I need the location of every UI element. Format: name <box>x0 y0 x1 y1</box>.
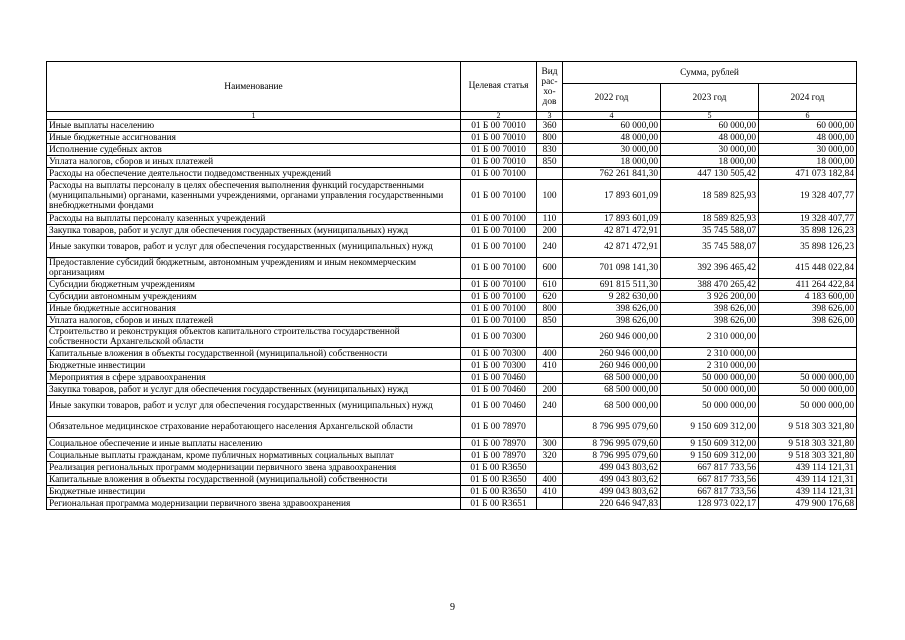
row-2024-cell: 35 898 126,23 <box>759 237 857 258</box>
row-2022-cell: 17 893 601,09 <box>563 213 661 225</box>
row-2023-cell: 398 626,00 <box>661 303 759 315</box>
row-2022-cell: 260 946 000,00 <box>563 360 661 372</box>
row-2022-cell: 8 796 995 079,60 <box>563 438 661 450</box>
row-code-cell: 01 Б 00 70100 <box>461 168 537 180</box>
row-vid-cell <box>537 498 563 510</box>
row-2022-cell: 9 282 630,00 <box>563 291 661 303</box>
row-name-cell: Капитальные вложения в объекты государственной (муниципальной) собственности <box>47 474 461 486</box>
budget-table <box>46 61 857 510</box>
row-2022-cell: 499 043 803,62 <box>563 486 661 498</box>
page-number: 9 <box>450 602 455 613</box>
table-row <box>47 438 857 450</box>
row-vid-cell: 410 <box>537 360 563 372</box>
table-row <box>47 462 857 474</box>
row-code-cell: 01 Б 00 70300 <box>461 327 537 348</box>
row-vid-cell: 240 <box>537 396 563 417</box>
row-code-cell: 01 Б 00 78970 <box>461 417 537 438</box>
row-vid-cell: 800 <box>537 303 563 315</box>
row-name-cell: Иные бюджетные ассигнования <box>47 132 461 144</box>
row-2024-cell: 60 000,00 <box>759 120 857 132</box>
row-code-cell: 01 Б 00 R3650 <box>461 462 537 474</box>
row-code-cell: 01 Б 00 R3651 <box>461 498 537 510</box>
row-name-cell: Бюджетные инвестиции <box>47 486 461 498</box>
row-code-cell: 01 Б 00 70100 <box>461 258 537 279</box>
row-vid-cell: 400 <box>537 348 563 360</box>
row-2024-cell: 411 264 422,84 <box>759 279 857 291</box>
row-name-cell: Расходы на выплаты персоналу казенных учреждений <box>47 213 461 225</box>
row-vid-cell <box>537 462 563 474</box>
row-vid-cell: 240 <box>537 237 563 258</box>
row-2023-cell: 35 745 588,07 <box>661 225 759 237</box>
row-2022-cell: 42 871 472,91 <box>563 225 661 237</box>
row-2024-cell: 30 000,00 <box>759 144 857 156</box>
row-vid-cell: 100 <box>537 180 563 213</box>
row-2022-cell: 762 261 841,30 <box>563 168 661 180</box>
row-2022-cell: 68 500 000,00 <box>563 372 661 384</box>
row-2023-cell: 60 000,00 <box>661 120 759 132</box>
row-2022-cell: 8 796 995 079,60 <box>563 417 661 438</box>
header-2023: 2023 год <box>661 84 759 112</box>
row-code-cell: 01 Б 00 78970 <box>461 450 537 462</box>
row-name-cell: Бюджетные инвестиции <box>47 360 461 372</box>
table-row <box>47 486 857 498</box>
table-row <box>47 180 857 213</box>
row-2023-cell: 18 000,00 <box>661 156 759 168</box>
index-cell: 4 <box>563 112 661 120</box>
table-row <box>47 360 857 372</box>
row-2024-cell: 18 000,00 <box>759 156 857 168</box>
row-2023-cell: 388 470 265,42 <box>661 279 759 291</box>
row-2023-cell: 447 130 505,42 <box>661 168 759 180</box>
row-name-cell: Обязательное медицинское страхование неработающего населения Архангельской области <box>47 417 461 438</box>
row-2024-cell: 479 900 176,68 <box>759 498 857 510</box>
row-name-cell: Иные закупки товаров, работ и услуг для обеспечения государственных (муниципальных) нужд <box>47 396 461 417</box>
row-2023-cell: 48 000,00 <box>661 132 759 144</box>
row-2022-cell: 48 000,00 <box>563 132 661 144</box>
row-2022-cell: 691 815 511,30 <box>563 279 661 291</box>
index-cell: 2 <box>461 112 537 120</box>
row-2022-cell: 499 043 803,62 <box>563 474 661 486</box>
row-code-cell: 01 Б 00 70300 <box>461 360 537 372</box>
row-2023-cell: 9 150 609 312,00 <box>661 450 759 462</box>
row-2023-cell: 3 926 200,00 <box>661 291 759 303</box>
row-name-cell: Субсидии автономным учреждениям <box>47 291 461 303</box>
row-code-cell: 01 Б 00 70100 <box>461 213 537 225</box>
table-row <box>47 474 857 486</box>
row-name-cell: Социальные выплаты гражданам, кроме публичных нормативных социальных выплат <box>47 450 461 462</box>
row-2022-cell: 701 098 141,30 <box>563 258 661 279</box>
row-name-cell: Закупка товаров, работ и услуг для обеспечения государственных (муниципальных) нужд <box>47 384 461 396</box>
row-vid-cell: 110 <box>537 213 563 225</box>
row-code-cell: 01 Б 00 78970 <box>461 438 537 450</box>
row-2024-cell: 471 073 182,84 <box>759 168 857 180</box>
row-2023-cell: 392 396 465,42 <box>661 258 759 279</box>
row-name-cell: Реализация региональных программ модернизации первичного звена здравоохранения <box>47 462 461 474</box>
index-cell: 5 <box>661 112 759 120</box>
row-code-cell: 01 Б 00 70010 <box>461 156 537 168</box>
row-2024-cell <box>759 360 857 372</box>
row-2022-cell: 398 626,00 <box>563 315 661 327</box>
row-code-cell: 01 Б 00 70010 <box>461 132 537 144</box>
row-2023-cell: 398 626,00 <box>661 315 759 327</box>
row-2024-cell: 4 183 600,00 <box>759 291 857 303</box>
row-code-cell: 01 Б 00 70100 <box>461 237 537 258</box>
row-2023-cell: 667 817 733,56 <box>661 474 759 486</box>
row-2022-cell: 17 893 601,09 <box>563 180 661 213</box>
row-2023-cell: 9 150 609 312,00 <box>661 438 759 450</box>
table-row <box>47 279 857 291</box>
row-code-cell: 01 Б 00 70100 <box>461 180 537 213</box>
row-name-cell: Закупка товаров, работ и услуг для обеспечения государственных (муниципальных) нужд <box>47 225 461 237</box>
row-2024-cell <box>759 348 857 360</box>
row-vid-cell: 320 <box>537 450 563 462</box>
row-vid-cell: 400 <box>537 474 563 486</box>
index-cell: 1 <box>47 112 461 120</box>
row-2023-cell: 35 745 588,07 <box>661 237 759 258</box>
row-2024-cell: 50 000 000,00 <box>759 384 857 396</box>
table-row <box>47 498 857 510</box>
row-2022-cell: 499 043 803,62 <box>563 462 661 474</box>
row-name-cell: Расходы на выплаты персоналу в целях обеспечения выполнения функций государственными (муниципальными) органами, казенными учреждениями, органами управления государственными внебюджетными фондами <box>47 180 461 213</box>
row-2022-cell: 220 646 947,83 <box>563 498 661 510</box>
row-name-cell: Предоставление субсидий бюджетным, автономным учреждениям и иным некоммерческим организациям <box>47 258 461 279</box>
row-name-cell: Расходы на обеспечение деятельности подведомственных учреждений <box>47 168 461 180</box>
row-2023-cell: 50 000 000,00 <box>661 372 759 384</box>
row-vid-cell: 200 <box>537 225 563 237</box>
row-2023-cell: 667 817 733,56 <box>661 462 759 474</box>
row-vid-cell: 800 <box>537 132 563 144</box>
row-2023-cell: 18 589 825,93 <box>661 213 759 225</box>
row-2024-cell: 50 000 000,00 <box>759 372 857 384</box>
row-2022-cell: 260 946 000,00 <box>563 327 661 348</box>
row-name-cell: Мероприятия в сфере здравоохранения <box>47 372 461 384</box>
header-2022: 2022 год <box>563 84 661 112</box>
row-code-cell: 01 Б 00 70460 <box>461 384 537 396</box>
row-name-cell: Иные бюджетные ассигнования <box>47 303 461 315</box>
row-2023-cell: 2 310 000,00 <box>661 348 759 360</box>
row-2022-cell: 260 946 000,00 <box>563 348 661 360</box>
row-2024-cell: 9 518 303 321,80 <box>759 417 857 438</box>
header-2024: 2024 год <box>759 84 857 112</box>
row-2022-cell: 18 000,00 <box>563 156 661 168</box>
index-cell: 3 <box>537 112 563 120</box>
table-row <box>47 156 857 168</box>
row-2022-cell: 8 796 995 079,60 <box>563 450 661 462</box>
table-row <box>47 291 857 303</box>
row-2023-cell: 50 000 000,00 <box>661 396 759 417</box>
row-code-cell: 01 Б 00 70300 <box>461 348 537 360</box>
row-2024-cell: 50 000 000,00 <box>759 396 857 417</box>
row-2022-cell: 30 000,00 <box>563 144 661 156</box>
row-2022-cell: 68 500 000,00 <box>563 384 661 396</box>
row-2022-cell: 398 626,00 <box>563 303 661 315</box>
row-2023-cell: 50 000 000,00 <box>661 384 759 396</box>
row-code-cell: 01 Б 00 70100 <box>461 279 537 291</box>
row-2024-cell: 439 114 121,31 <box>759 462 857 474</box>
row-2023-cell: 128 973 022,17 <box>661 498 759 510</box>
row-2023-cell: 18 589 825,93 <box>661 180 759 213</box>
row-2022-cell: 60 000,00 <box>563 120 661 132</box>
header-target: Целевая статья <box>461 62 537 112</box>
row-name-cell: Уплата налогов, сборов и иных платежей <box>47 315 461 327</box>
row-code-cell: 01 Б 00 70100 <box>461 225 537 237</box>
row-code-cell: 01 Б 00 70460 <box>461 396 537 417</box>
row-code-cell: 01 Б 00 R3650 <box>461 486 537 498</box>
table-row <box>47 315 857 327</box>
row-2023-cell: 9 150 609 312,00 <box>661 417 759 438</box>
table-row <box>47 450 857 462</box>
row-name-cell: Иные выплаты населению <box>47 120 461 132</box>
table-row <box>47 327 857 348</box>
table-row <box>47 120 857 132</box>
row-code-cell: 01 Б 00 70010 <box>461 144 537 156</box>
column-index-row <box>47 112 857 120</box>
row-2024-cell: 9 518 303 321,80 <box>759 438 857 450</box>
table-row <box>47 372 857 384</box>
row-code-cell: 01 Б 00 70100 <box>461 315 537 327</box>
row-vid-cell: 360 <box>537 120 563 132</box>
table-row <box>47 213 857 225</box>
row-2023-cell: 667 817 733,56 <box>661 486 759 498</box>
row-vid-cell <box>537 372 563 384</box>
table-body <box>47 112 857 510</box>
row-2024-cell: 19 328 407,77 <box>759 213 857 225</box>
row-name-cell: Строительство и реконструкция объектов капитального строительства государственной собственности Архангельской области <box>47 327 461 348</box>
row-2022-cell: 42 871 472,91 <box>563 237 661 258</box>
row-name-cell: Иные закупки товаров, работ и услуг для обеспечения государственных (муниципальных) нужд <box>47 237 461 258</box>
row-vid-cell: 850 <box>537 315 563 327</box>
header-vid: Вид рас- хо- дов <box>537 62 563 112</box>
row-name-cell: Субсидии бюджетным учреждениям <box>47 279 461 291</box>
row-2024-cell: 398 626,00 <box>759 315 857 327</box>
table-row <box>47 258 857 279</box>
row-2024-cell: 9 518 303 321,80 <box>759 450 857 462</box>
table-row <box>47 384 857 396</box>
row-vid-cell: 600 <box>537 258 563 279</box>
row-2023-cell: 2 310 000,00 <box>661 360 759 372</box>
row-2023-cell: 30 000,00 <box>661 144 759 156</box>
row-2024-cell <box>759 327 857 348</box>
row-2024-cell: 439 114 121,31 <box>759 486 857 498</box>
row-code-cell: 01 Б 00 70100 <box>461 303 537 315</box>
header-sum: Сумма, рублей <box>563 62 857 84</box>
row-vid-cell: 830 <box>537 144 563 156</box>
row-vid-cell: 620 <box>537 291 563 303</box>
row-2024-cell: 439 114 121,31 <box>759 474 857 486</box>
header-name: Наименование <box>47 62 461 112</box>
row-2022-cell: 68 500 000,00 <box>563 396 661 417</box>
row-vid-cell: 300 <box>537 438 563 450</box>
table-row <box>47 348 857 360</box>
table-row <box>47 144 857 156</box>
row-code-cell: 01 Б 00 70010 <box>461 120 537 132</box>
row-name-cell: Уплата налогов, сборов и иных платежей <box>47 156 461 168</box>
row-vid-cell <box>537 417 563 438</box>
row-vid-cell: 410 <box>537 486 563 498</box>
row-vid-cell: 200 <box>537 384 563 396</box>
table-row <box>47 225 857 237</box>
row-name-cell: Социальное обеспечение и иные выплаты населению <box>47 438 461 450</box>
row-code-cell: 01 Б 00 R3650 <box>461 474 537 486</box>
row-2024-cell: 398 626,00 <box>759 303 857 315</box>
row-name-cell: Региональная программа модернизации первичного звена здравоохранения <box>47 498 461 510</box>
row-2024-cell: 415 448 022,84 <box>759 258 857 279</box>
table-row <box>47 237 857 258</box>
row-code-cell: 01 Б 00 70100 <box>461 291 537 303</box>
table-row <box>47 396 857 417</box>
row-vid-cell <box>537 327 563 348</box>
index-cell: 6 <box>759 112 857 120</box>
row-name-cell: Капитальные вложения в объекты государственной (муниципальной) собственности <box>47 348 461 360</box>
table-row <box>47 132 857 144</box>
row-vid-cell <box>537 168 563 180</box>
row-2024-cell: 35 898 126,23 <box>759 225 857 237</box>
table-row <box>47 417 857 438</box>
table-row <box>47 168 857 180</box>
row-2024-cell: 19 328 407,77 <box>759 180 857 213</box>
row-code-cell: 01 Б 00 70460 <box>461 372 537 384</box>
table-row <box>47 303 857 315</box>
row-2023-cell: 2 310 000,00 <box>661 327 759 348</box>
row-vid-cell: 610 <box>537 279 563 291</box>
row-2024-cell: 48 000,00 <box>759 132 857 144</box>
row-vid-cell: 850 <box>537 156 563 168</box>
row-name-cell: Исполнение судебных актов <box>47 144 461 156</box>
